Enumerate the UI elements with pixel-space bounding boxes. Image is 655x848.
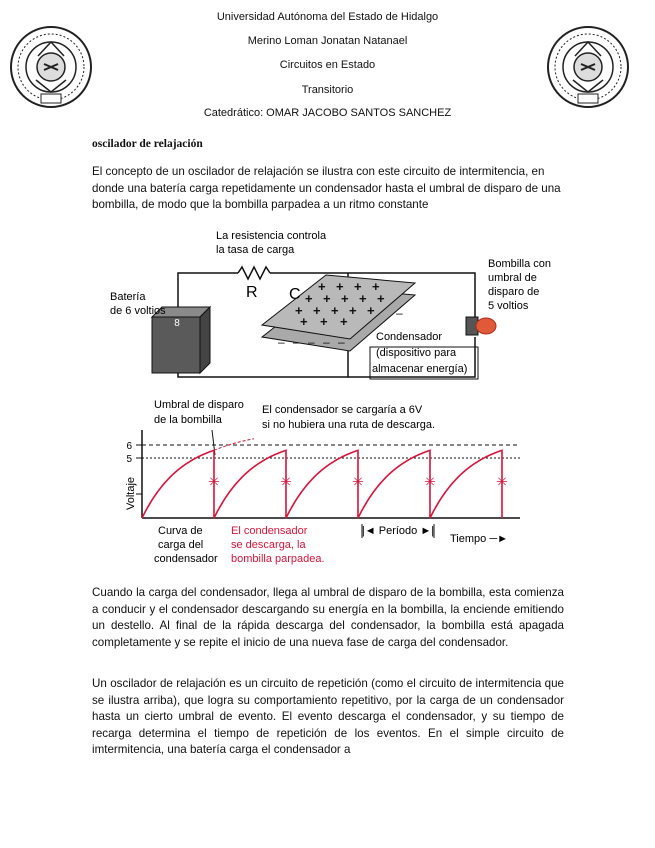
svg-text:+: + — [336, 279, 344, 294]
discharge-label-3: bombilla parpadea. — [231, 553, 325, 565]
y-tick-5: 5 — [126, 454, 132, 465]
circuit-diagram — [100, 225, 570, 385]
svg-text:+: + — [341, 291, 349, 306]
svg-text:+: + — [318, 279, 326, 294]
svg-text:+: + — [300, 314, 308, 329]
svg-text:+: + — [340, 314, 348, 329]
svg-text:–: – — [278, 335, 285, 349]
svg-text:–: – — [308, 335, 315, 349]
svg-text:+: + — [320, 314, 328, 329]
svg-text:+: + — [305, 291, 313, 306]
svg-text:+: + — [359, 291, 367, 306]
svg-text:–: – — [293, 335, 300, 349]
university-logo-right — [545, 24, 631, 110]
resistor-label-1: La resistencia controla — [216, 230, 327, 242]
svg-text:+: + — [354, 279, 362, 294]
svg-text:+: + — [295, 303, 303, 318]
flash-marker-1: ✳ — [208, 473, 220, 490]
header-university: Universidad Autónoma del Estado de Hidalgo — [216, 11, 439, 23]
flash-marker-5: ✳ — [496, 473, 508, 490]
svg-text:+: + — [331, 303, 339, 318]
capacitor-label-3: almacenar energía) — [372, 363, 468, 375]
flash-marker-4: ✳ — [424, 473, 436, 490]
note-line-1: El condensador se cargaría a 6V — [262, 404, 423, 416]
threshold-label-2: de la bombilla — [154, 414, 222, 426]
battery-label-1: Batería — [110, 291, 146, 303]
charge-cycle-3 — [286, 450, 358, 518]
threshold-label-1: Umbral de disparo — [154, 399, 244, 411]
y-axis-label: Voltaje — [125, 476, 137, 510]
resistor-symbol-label: R — [246, 284, 258, 301]
resistor-symbol — [238, 267, 270, 279]
header-student: Merino Loman Jonatan Natanael — [247, 35, 408, 47]
discharge-label-1: El condensador — [231, 525, 308, 537]
svg-text:+: + — [367, 303, 375, 318]
header-professor: Catedrático: OMAR JACOBO SANTOS SANCHEZ — [203, 107, 452, 119]
flash-marker-3: ✳ — [352, 473, 364, 490]
bulb-label-4: 5 voltios — [488, 300, 529, 312]
header-course-cont: Transitorio — [301, 84, 354, 96]
svg-text:+: + — [377, 291, 385, 306]
bulb-label-3: disparo de — [488, 286, 540, 298]
header-course: Circuitos en Estado — [279, 59, 376, 71]
svg-text:+: + — [323, 291, 331, 306]
battery-label-2: de 6 voltios — [110, 305, 166, 317]
resistor-label-2: la tasa de carga — [216, 244, 295, 256]
capacitor-label-2: (dispositivo para — [376, 347, 457, 359]
curve-label-3: condensador — [154, 553, 218, 565]
period-label: |◄ Período ►| — [361, 525, 435, 537]
capacitor-symbol-label: C — [289, 286, 301, 303]
y-tick-6: 6 — [126, 441, 132, 452]
paragraph-discharge: Cuando la carga del condensador, llega al umbral de disparo de la bombilla, esta comienza a conducir y el condensador descargando su energía en la bombilla, la enciende emitiendo un destello. Al final de la rápida descarga del condensador, la bombilla está apagada completamente y se repite el inicio de una nueva fase de carga del condensador. — [92, 586, 564, 649]
flash-marker-2: ✳ — [280, 473, 292, 490]
bulb-icon — [476, 318, 496, 334]
charge-cycle-1 — [142, 450, 214, 518]
paragraph-intro: El concepto de un oscilador de relajación se ilustra con este circuito de intermitencia, en donde una batería carga repetidamente un condensador hasta el umbral de disparo de una bombilla, de modo que la bombilla parpadea a un ritmo constante — [92, 165, 561, 211]
paragraph-relaxation: Un oscilador de relajación es un circuito de repetición (como el circuito de intermitencia que se ilustra arriba), que logra su comportamiento repetitivo, por la carga de un condensador hasta un cierto umbral de evento. El evento descarga el condensador, y su tiempo de recarga determina el tiempo de repetición de los eventos. En el simple circuito de imtermitencia, una batería carga el condensador a — [92, 677, 564, 756]
curve-label-1: Curva de — [158, 525, 203, 537]
svg-text:–: – — [323, 335, 330, 349]
university-logo-left — [8, 24, 94, 110]
charge-cycle-4 — [358, 450, 430, 518]
time-label: Tiempo ─► — [450, 533, 509, 545]
bulb-label-2: umbral de — [488, 272, 537, 284]
discharge-label-2: se descarga, la — [231, 539, 306, 551]
svg-text:+: + — [372, 279, 380, 294]
svg-text:+: + — [313, 303, 321, 318]
note-line-2: si no hubiera una ruta de descarga. — [262, 419, 436, 431]
capacitor-label-1: Condensador — [376, 331, 443, 343]
curve-label-2: carga del — [158, 539, 204, 551]
charge-graph — [100, 390, 540, 580]
svg-text:–: – — [338, 335, 345, 349]
charge-cycle-2 — [214, 450, 286, 518]
svg-text:–: – — [396, 306, 403, 320]
charge-cycle-5 — [430, 450, 502, 518]
svg-text:+: + — [349, 303, 357, 318]
battery-terminal: 8 — [174, 318, 180, 329]
bulb-label-1: Bombilla con — [488, 258, 551, 270]
section-title: oscilador de relajación — [92, 138, 203, 150]
